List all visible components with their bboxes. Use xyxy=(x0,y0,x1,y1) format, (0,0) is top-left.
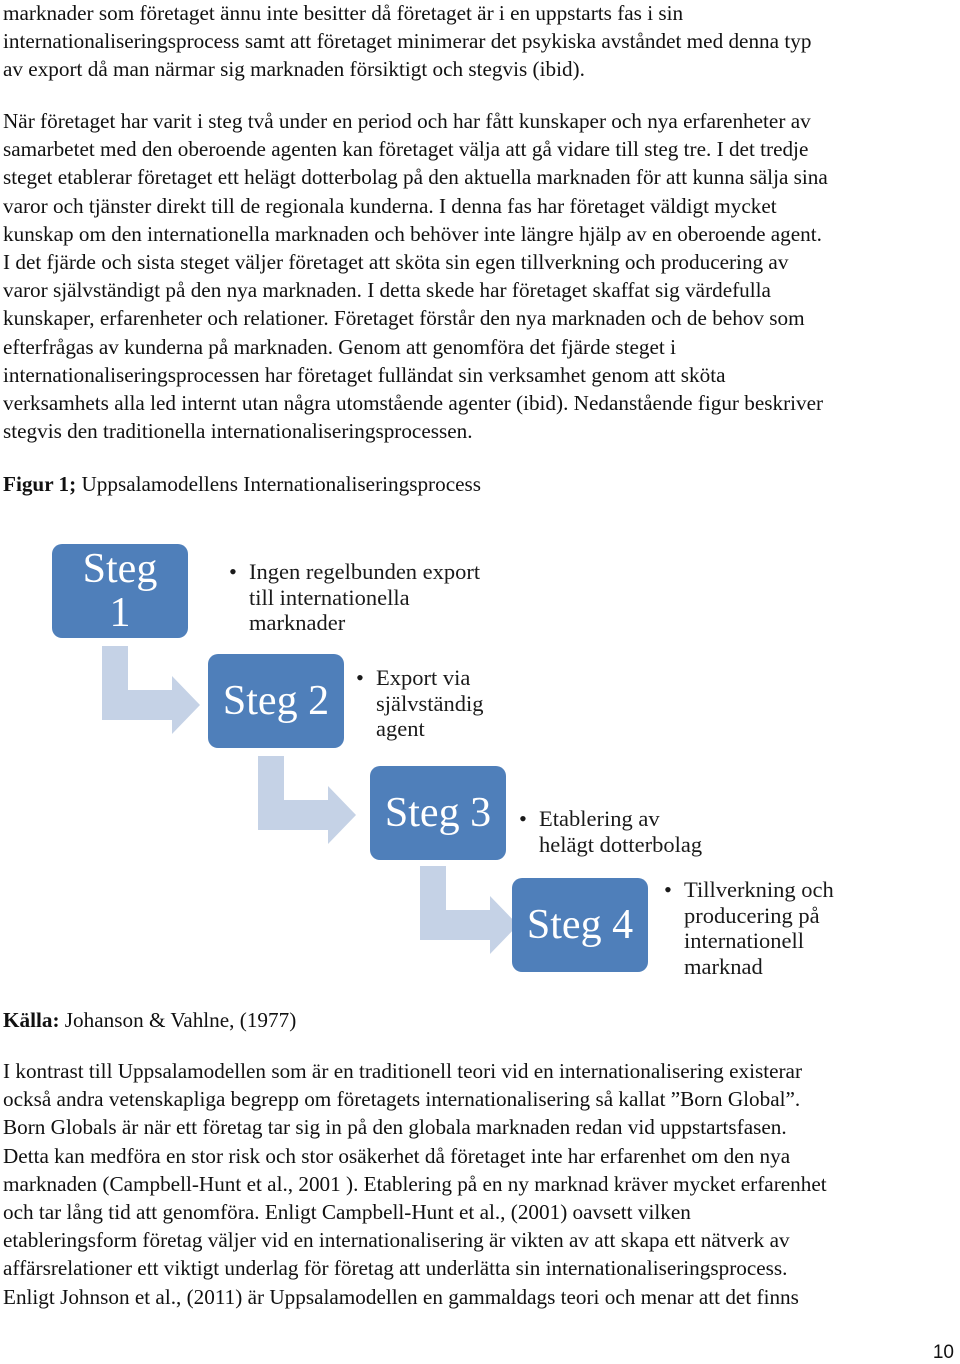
text-line: kunskaper, erfarenheter och relationer. Företaget förstår den nya marknaden och de behov som xyxy=(3,306,805,331)
text-line: marknaden (Campbell-Hunt et al., 2001 ). Etablering på en ny marknad kräver mycket erfarenhet xyxy=(3,1171,827,1196)
text-line: Detta kan medföra en stor risk och stor osäkerhet då företaget inte har erfarenhet om den nya xyxy=(3,1143,791,1168)
text-line: internationaliseringsprocessen har företaget fulländat sin verksamhet genom att sköta xyxy=(3,362,726,387)
step-2-description-line: agent xyxy=(376,716,425,741)
text-line: och tar lång tid att genomföra. Enligt Campbell-Hunt et al., (2001) oavsett vilken xyxy=(3,1200,691,1225)
step-2-description-line: självständig xyxy=(376,690,484,716)
step-4-label: Steg 4 xyxy=(526,902,634,948)
figure-caption xyxy=(3,470,481,498)
text-line: I det fjärde och sista steget väljer företaget att sköta sin egen tillverkning och producering av xyxy=(3,250,789,275)
text-line: Born Globals är när ett företag tar sig in på den globala marknaden redan vid uppstartsfasen. xyxy=(3,1115,787,1140)
bullet-point: • xyxy=(229,559,237,584)
text-line: varor självständigt på den nya marknaden. I detta skede har företaget skaffat sig värdefulla xyxy=(3,278,771,303)
text-line: När företaget har varit i steg två under en period och har fått kunskaper och nya erfarenheter av xyxy=(3,109,811,133)
paragraph-3 xyxy=(3,1057,957,1311)
text-line: steget etablerar företaget ett helägt dotterbolag på den aktuella marknaden för att kunna sälja sina xyxy=(3,165,828,190)
text-line: stegvis den traditionella internationaliseringsprocessen. xyxy=(3,419,473,444)
step-2-description xyxy=(356,665,484,742)
step-3-to-4-arrow xyxy=(420,866,518,954)
step-2-to-3-arrow xyxy=(258,756,356,844)
step-2-description-line: Export via xyxy=(376,665,471,690)
figure-caption-text: Uppsalamodellens Internationaliseringsprocess xyxy=(81,472,481,496)
text-line: också andra vetenskapliga begrepp om företagets internationalisering så kallat ”Born Global”. xyxy=(3,1087,801,1112)
figure-source xyxy=(3,1006,296,1034)
source-label: Källa: xyxy=(3,1008,60,1032)
step-1-label: Steg xyxy=(82,546,158,592)
step-3-box xyxy=(370,766,506,860)
step-1-description xyxy=(229,559,481,636)
figure-caption-label: Figur 1; xyxy=(3,472,77,496)
text-line: samarbetet med den oberoende agenten kan företaget välja att gå vidare till steg tre. I det tredje xyxy=(3,137,809,162)
step-4-description-line: Tillverkning och xyxy=(684,877,834,902)
bullet-point: • xyxy=(664,877,672,902)
step-1-description-line: marknader xyxy=(249,610,346,635)
step-1-description-line: Ingen regelbunden export xyxy=(249,559,481,584)
text-line: Enligt Johnson et al., (2011) är Uppsalamodellen en gammaldags teori och menar att det finns xyxy=(3,1284,799,1309)
bullet-point: • xyxy=(356,665,364,690)
step-4-description xyxy=(664,877,834,979)
step-2-label: Steg 2 xyxy=(222,678,330,724)
step-3-description-line: Etablering av xyxy=(539,806,660,831)
step-1-to-2-arrow xyxy=(102,646,200,734)
paragraph-2 xyxy=(3,107,957,445)
text-line: internationaliseringsprocess samt att företaget minimerar det psykiska avståndet med denna typ xyxy=(3,29,812,54)
step-3-description xyxy=(519,806,703,857)
source-text: Johanson & Vahlne, (1977) xyxy=(64,1008,297,1032)
step-1-description-line: till internationella xyxy=(249,584,410,610)
text-line: affärsrelationer ett viktigt underlag för företag att underlätta sin internationaliseringsprocess. xyxy=(3,1256,788,1281)
step-2-box xyxy=(208,654,344,748)
step-4-description-line: internationell xyxy=(684,928,804,953)
text-line: kunskap om den internationella marknaden och behöver inte längre hjälp av en oberoende agent. xyxy=(3,221,822,246)
paragraph-1 xyxy=(3,0,957,84)
bullet-point: • xyxy=(519,806,527,831)
text-line: av export då man närmar sig marknaden försiktigt och stegvis (ibid). xyxy=(3,57,585,82)
text-line: marknader som företaget ännu inte besitter då företaget är i en uppstarts fas i sin xyxy=(3,1,684,25)
step-4-description-line: producering på xyxy=(684,902,820,928)
step-4-description-line: marknad xyxy=(684,953,763,979)
step-4-box xyxy=(512,878,648,972)
text-line: I kontrast till Uppsalamodellen som är en traditionell teori vid en internationalisering existerar xyxy=(3,1059,803,1083)
uppsala-model-diagram xyxy=(0,530,960,980)
text-line: varor och tjänster direkt till de regionala kunderna. I denna fas har företaget väldigt mycket xyxy=(3,193,777,218)
text-line: etableringsform företag väljer vid en internationalisering är vikten av att skapa ett nätverk av xyxy=(3,1228,790,1253)
page-number: 10 xyxy=(932,1342,954,1363)
step-1-number: 1 xyxy=(109,590,131,636)
text-line: efterfrågas av kunderna på marknaden. Genom att genomföra det fjärde steget i xyxy=(3,334,676,359)
step-1-box xyxy=(52,544,188,638)
text-line: verksamhets alla led internt utan några utomstående agenter (ibid). Nedanstående figur beskriver xyxy=(3,391,824,416)
step-3-description-line: helägt dotterbolag xyxy=(539,831,703,857)
step-3-label: Steg 3 xyxy=(384,790,492,836)
